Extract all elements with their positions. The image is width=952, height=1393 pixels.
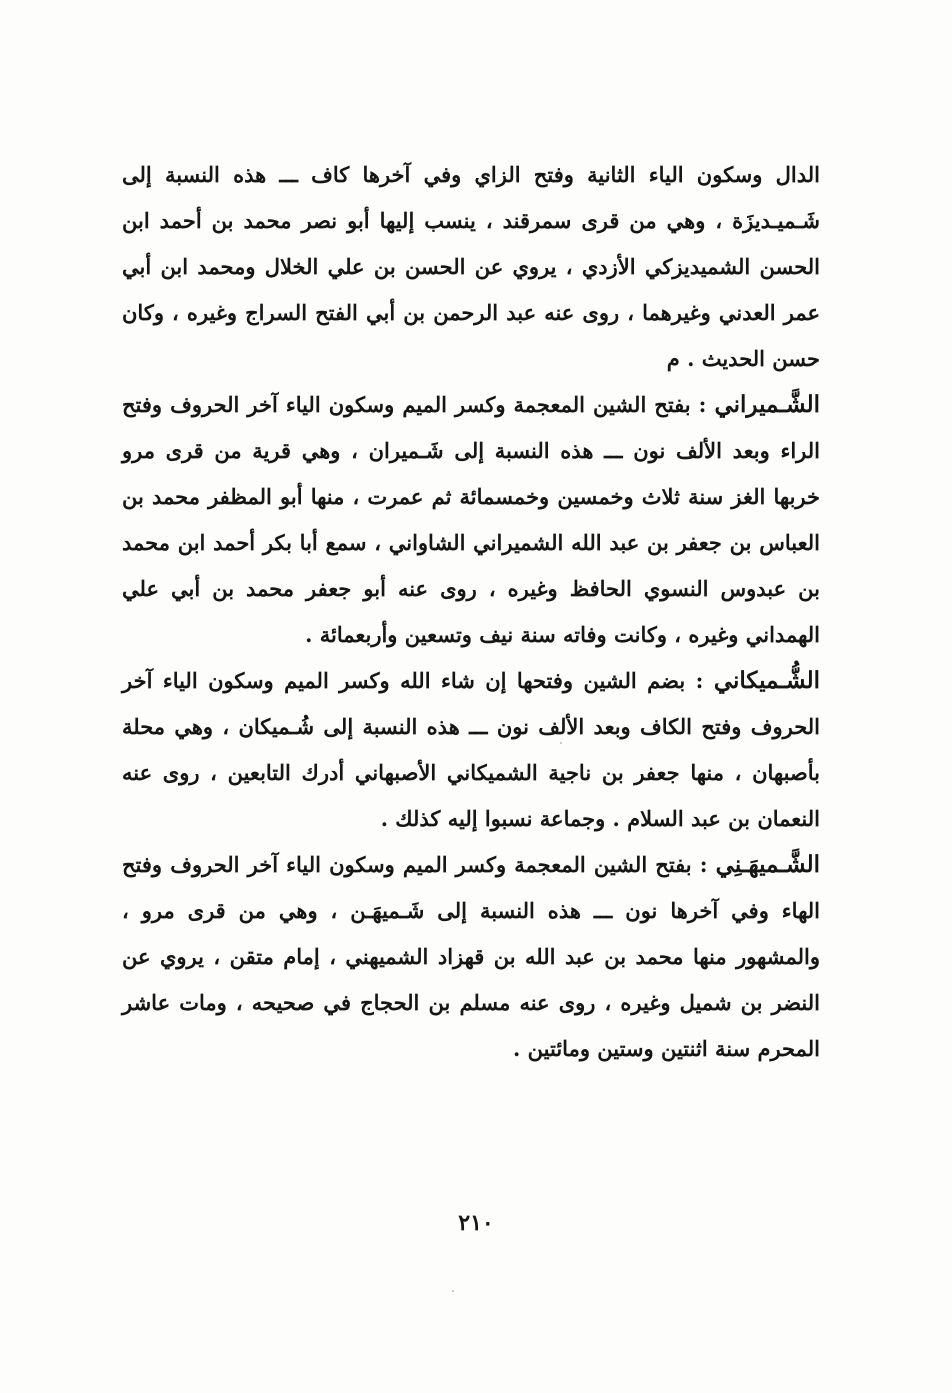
entry-heading: الشُّـميكاني [713,667,820,694]
paper-speck [452,1290,454,1292]
entry-shamihani [122,842,820,1072]
paper-speck [560,742,562,744]
entry-shamirani [122,382,820,658]
entry-body: : بفتح الشين المعجمة وكسر الميم وسكون الياء آخر الحروف وفتح الراء وبعد الألف نون ـــ هذه النسبة إلى شَـميران ، وهي قرية من قرى مرو خربها الغز سنة ثلاث وخمسين وخمسمائة ثم عمرت ، منها أبو المظفر محمد بن العباس بن جعفر بن عبد الله الشميراني الشاواني ، سمع أبا بكر أحمد ابن محمد بن عبدوس النسوي الحافظ وغيره ، روى عنه أبو جعفر محمد بن أبي علي الهمداني وغيره ، وكانت وفاته سنة نيف وتسعين وأربعمائة . [122,392,820,647]
intro-paragraph: الدال وسكون الياء الثانية وفتح الزاي وفي آخرها كاف ـــ هذه النسبة إلى شَـميـديزَة ، وهي من قرى سمرقند ، ينسب إليها أبو نصر محمد بن أحمد ابن الحسن الشميديزكي الأزدي ، يروي عن الحسن بن علي الخلال ومحمد ابن أبي عمر العدني وغيرهما ، روى عنه عبد الرحمن بن أبي الفتح السراج وغيره ، وكان حسن الحديث . م [122,162,820,371]
main-text [122,152,820,1072]
entry-body: : بفتح الشين المعجمة وكسر الميم وسكون الياء آخر الحروف وفتح الهاء وفي آخرها نون ـــ هذه النسبة إلى شَـميهَـن ، وهي من قرى مرو ، والمشهور منها محمد بن عبد الله بن قهزاد الشميهني ، إمام متقن ، يروي عن النضر بن شميل وغيره ، روى عنه مسلم بن الحجاج في صحيحه ، ومات عاشر المحرم سنة اثنتين وستين ومائتين . [122,852,820,1061]
entry-heading: الشَّـميراني [714,391,820,418]
entry-body: : بضم الشين وفتحها إن شاء الله وكسر الميم وسكون الياء آخر الحروف وفتح الكاف وبعد الألف نون ـــ هذه النسبة إلى شُـميكان ، وهي محلة بأصبهان ، منها جعفر بن ناجية الشميكاني الأصبهاني أدرك التابعين ، روى عنه النعمان بن عبد السلام . وجماعة نسبوا إليه كذلك . [122,668,820,831]
entry-shumaykani [122,658,820,842]
entry-heading: الشَّـميهَـنِي [715,851,820,878]
page-number: ٢١٠ [458,1210,494,1236]
